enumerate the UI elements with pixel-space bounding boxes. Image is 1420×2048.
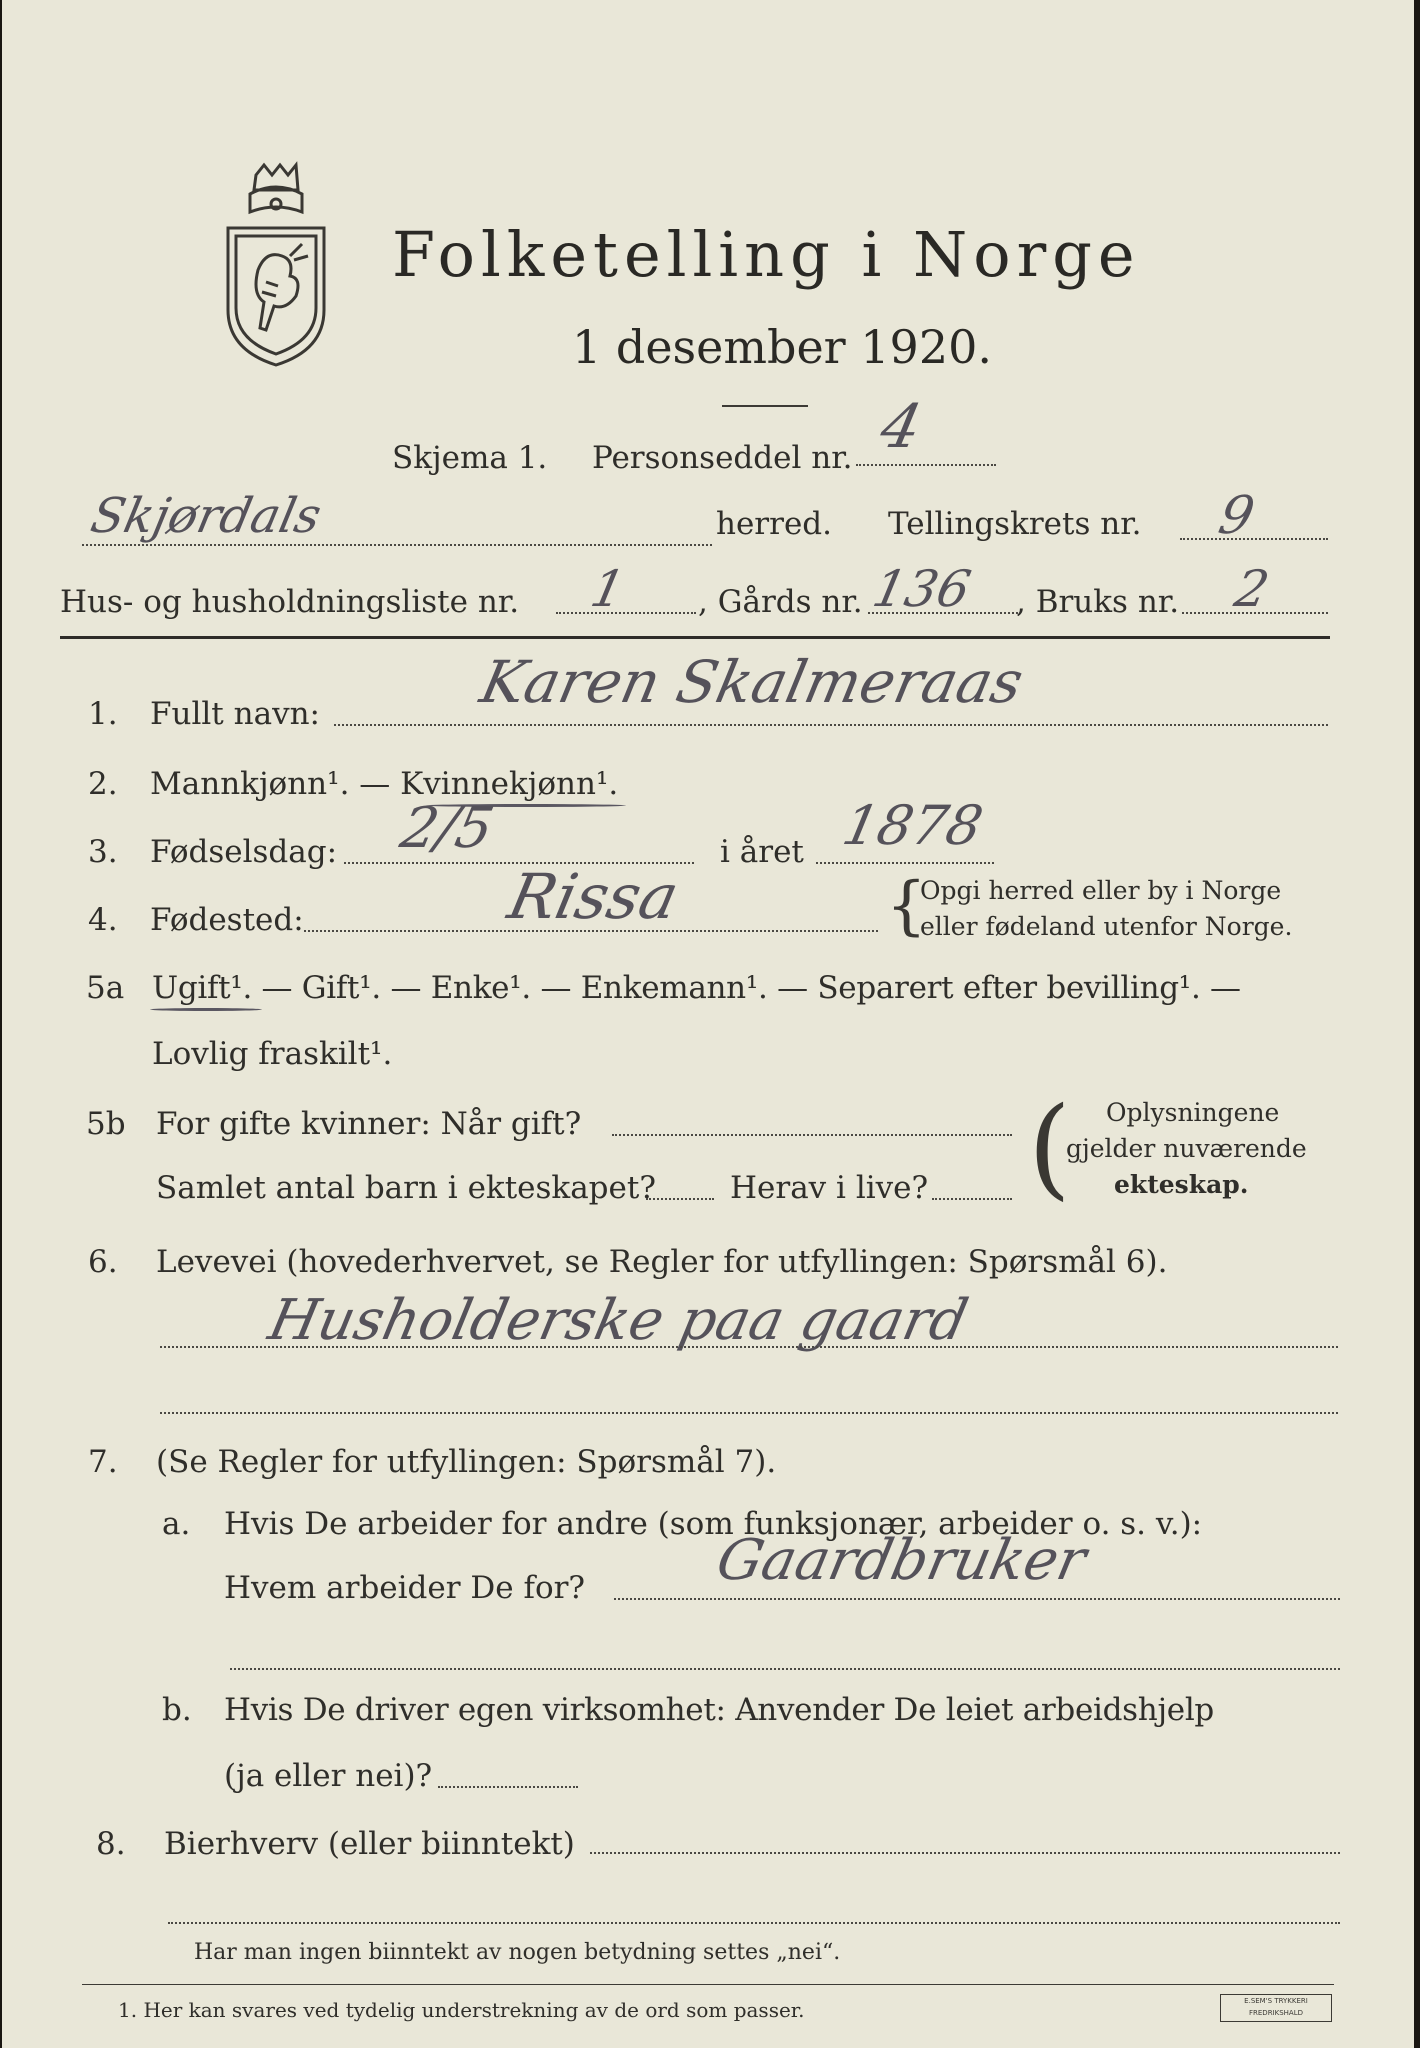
herred-value[interactable]: Skjørdals bbox=[86, 488, 326, 544]
gards-label: , Gårds nr. bbox=[698, 584, 863, 620]
skjema-label: Skjema 1. bbox=[392, 440, 548, 476]
q6-label: Levevei (hovederhvervet, se Regler for utfyllingen: Spørsmål 6). bbox=[156, 1244, 1168, 1280]
q5b-note-brace: ( bbox=[1028, 1083, 1071, 1211]
q5b-label-3: Herav i live? bbox=[730, 1170, 929, 1206]
q5a-label: Ugift¹. — Gift¹. — Enke¹. — Enkemann¹. — Separert efter bevilling¹. — bbox=[152, 970, 1241, 1006]
q8-field-line-1 bbox=[590, 1852, 1340, 1854]
herred-field-line bbox=[82, 544, 712, 546]
tellingskrets-label: Tellingskrets nr. bbox=[888, 506, 1142, 542]
printer-stamp-line1: E.SEM'S TRYKKERI bbox=[1244, 1997, 1308, 2005]
q8-number: 8. bbox=[96, 1826, 126, 1862]
printer-stamp bbox=[1220, 1994, 1332, 2022]
q7a-letter: a. bbox=[162, 1506, 191, 1542]
q5b-married-field-line bbox=[612, 1134, 1012, 1136]
personseddel-value[interactable]: 4 bbox=[874, 392, 928, 462]
coat-of-arms-icon bbox=[216, 160, 336, 370]
form-title: Folketelling i Norge bbox=[392, 218, 1141, 291]
bruks-label: , Bruks nr. bbox=[1016, 584, 1180, 620]
q5b-alive-field-line bbox=[932, 1198, 1012, 1200]
q2-label: Mannkjønn¹. — Kvinnekjønn¹. bbox=[150, 766, 619, 802]
q8-field-line-2 bbox=[168, 1922, 1340, 1924]
q5b-note-line3: ekteskap. bbox=[1114, 1170, 1249, 1199]
q7a-label-2: Hvem arbeider De for? bbox=[224, 1570, 586, 1606]
gards-value[interactable]: 136 bbox=[867, 560, 976, 618]
q5b-children-field-line bbox=[646, 1198, 714, 1200]
q7a-field-line-1 bbox=[614, 1598, 1340, 1600]
ugift-underline bbox=[150, 1008, 262, 1011]
herred-label: herred. bbox=[716, 506, 832, 542]
q5b-note-line1: Oplysningene bbox=[1106, 1098, 1280, 1127]
census-form-page bbox=[2, 0, 1414, 2048]
q8-label: Bierhverv (eller biinntekt) bbox=[164, 1826, 575, 1862]
q4-note-brace: { bbox=[886, 869, 927, 943]
q7a-label: Hvis De arbeider for andre (som funksjonær, arbeider o. s. v.): bbox=[224, 1506, 1203, 1542]
q4-note-line2: eller fødeland utenfor Norge. bbox=[920, 912, 1293, 941]
personseddel-label: Personseddel nr. bbox=[592, 440, 853, 476]
q7b-label-2: (ja eller nei)? bbox=[224, 1758, 433, 1794]
q5b-number: 5b bbox=[86, 1106, 126, 1142]
q3-label: Fødselsdag: bbox=[150, 834, 338, 870]
q5b-note-line2: gjelder nuværende bbox=[1066, 1134, 1307, 1163]
q5a-label-2: Lovlig fraskilt¹. bbox=[152, 1036, 393, 1072]
header-separator bbox=[60, 636, 1330, 639]
q4-note-line1: Opgi herred eller by i Norge bbox=[920, 876, 1282, 905]
birth-year-value[interactable]: 1878 bbox=[837, 794, 989, 857]
hus-label: Hus- og husholdningsliste nr. bbox=[60, 584, 520, 620]
employer-value[interactable]: Gaardbruker bbox=[711, 1528, 1092, 1593]
bruks-value[interactable]: 2 bbox=[1229, 560, 1274, 618]
q4-number: 4. bbox=[88, 902, 118, 938]
q1-number: 1. bbox=[88, 696, 118, 732]
q1-label: Fullt navn: bbox=[150, 696, 320, 732]
q2-number: 2. bbox=[88, 766, 118, 802]
q3-year-label: i året bbox=[720, 834, 804, 870]
q1-field-line bbox=[334, 724, 1328, 726]
q3-year-field-line bbox=[816, 862, 994, 864]
birthplace-value[interactable]: Rissa bbox=[502, 860, 685, 933]
printer-stamp-line2: FREDRIKSHALD bbox=[1248, 2009, 1303, 2017]
q6-number: 6. bbox=[88, 1244, 118, 1280]
title-divider bbox=[722, 405, 808, 407]
hus-field-line bbox=[556, 612, 696, 614]
q6-field-line-1 bbox=[160, 1346, 1338, 1348]
occupation-value[interactable]: Husholderske paa gaard bbox=[263, 1288, 974, 1353]
q6-field-line-2 bbox=[160, 1412, 1338, 1414]
personseddel-field-line bbox=[856, 464, 996, 466]
tellingskrets-field-line bbox=[1180, 538, 1328, 540]
q5b-label-2: Samlet antal barn i ekteskapet? bbox=[156, 1170, 656, 1206]
q7b-field-line bbox=[438, 1786, 578, 1788]
q4-label: Fødested: bbox=[150, 902, 304, 938]
q7a-field-line-2 bbox=[230, 1668, 1340, 1670]
q7-label: (Se Regler for utfyllingen: Spørsmål 7). bbox=[156, 1444, 777, 1480]
hus-value[interactable]: 1 bbox=[585, 560, 630, 618]
q5a-number: 5a bbox=[86, 970, 125, 1006]
q5b-label-1: For gifte kvinner: Når gift? bbox=[156, 1106, 582, 1142]
q7-number: 7. bbox=[88, 1444, 118, 1480]
tellingskrets-value[interactable]: 9 bbox=[1213, 486, 1260, 546]
footnote: 1. Her kan svares ved tydelig understrekning av de ord som passer. bbox=[118, 1998, 805, 2022]
footer-separator bbox=[82, 1984, 1334, 1985]
footer-note: Har man ingen biinntekt av nogen betydning settes „nei“. bbox=[194, 1940, 841, 1965]
full-name-value[interactable]: Karen Skalmeraas bbox=[474, 648, 1029, 716]
q7b-label: Hvis De driver egen virksomhet: Anvender De leiet arbeidshjelp bbox=[224, 1692, 1214, 1728]
q7b-letter: b. bbox=[162, 1692, 192, 1728]
q3-number: 3. bbox=[88, 834, 118, 870]
birthdate-value[interactable]: 2/5 bbox=[395, 796, 500, 861]
form-subtitle: 1 desember 1920. bbox=[572, 320, 992, 374]
